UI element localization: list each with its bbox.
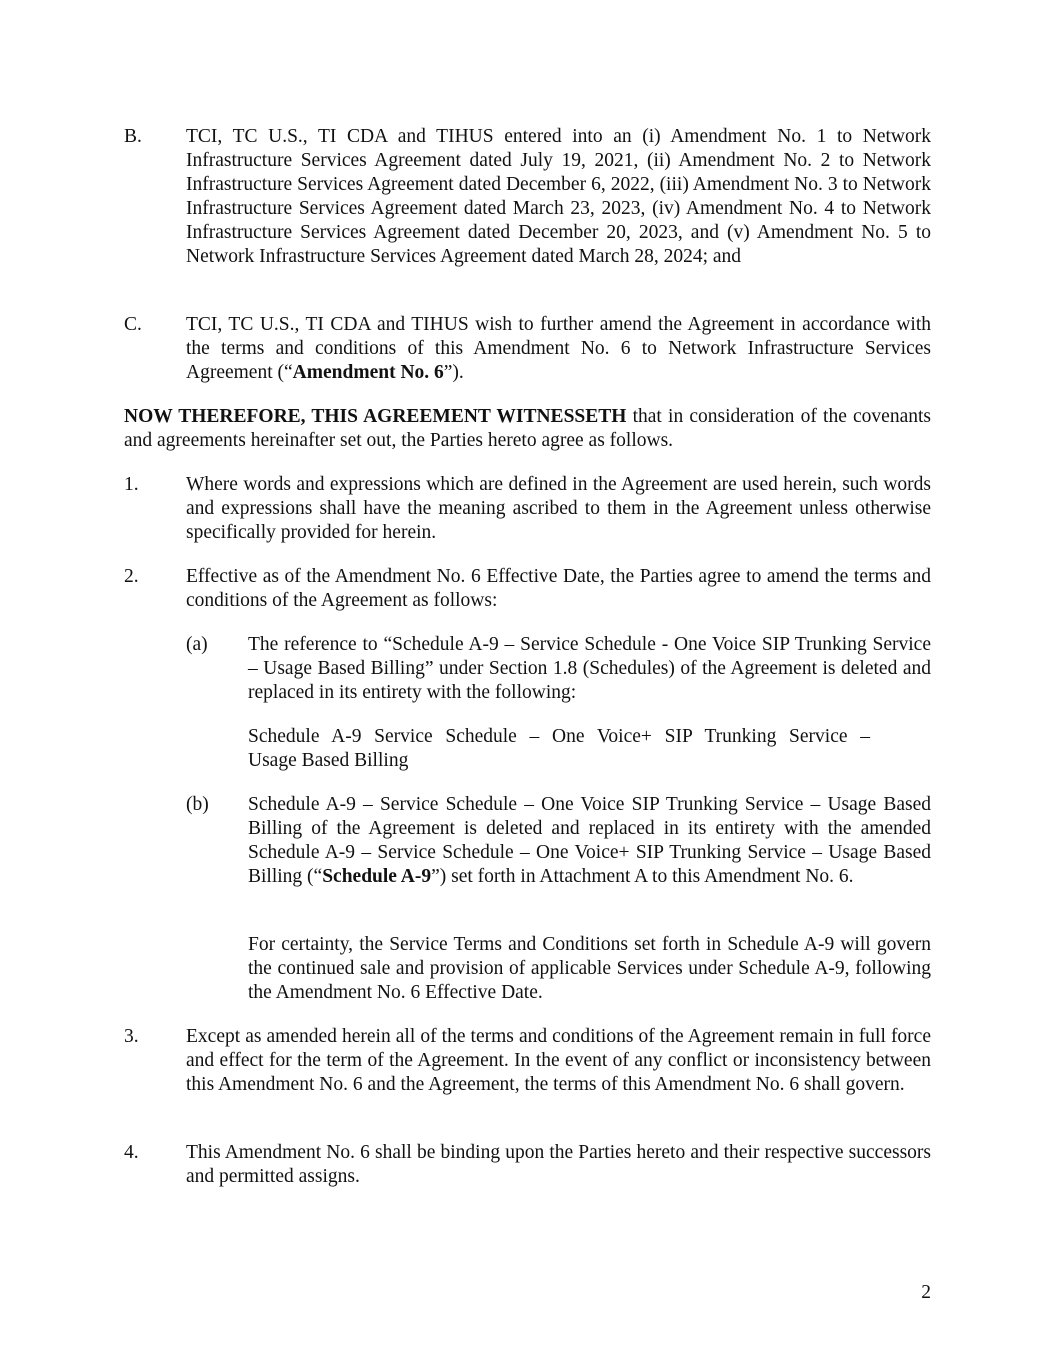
clause-label: 3.	[124, 1026, 139, 1047]
clause-label: 2.	[124, 566, 139, 587]
witness-heading: NOW THEREFORE, THIS AGREEMENT WITNESSETH	[124, 406, 627, 427]
subclause-label: (b)	[186, 794, 209, 815]
recital-text: TCI, TC U.S., TI CDA and TIHUS wish to further amend the Agreement in accordance with the terms and conditions of this Amendment No. 6 to Network Infrastructure Services Agreement (“Amendment No. 6”).	[186, 314, 931, 383]
clause-text: Except as amended herein all of the terms and conditions of the Agreement remain in full force and effect for the term of the Agreement. In the event of any conflict or inconsistency between this Amendment No. 6 and the Agreement, the terms of this Amendment No. 6 shall govern.	[186, 1026, 931, 1095]
recital-label: C.	[124, 314, 142, 335]
defined-term: Amendment No. 6	[292, 362, 444, 383]
clause-label: 4.	[124, 1142, 139, 1163]
clause-label: 1.	[124, 474, 139, 495]
recital-text: TCI, TC U.S., TI CDA and TIHUS entered into an (i) Amendment No. 1 to Network Infrastructure Services Agreement dated July 19, 2021, (ii) Amendment No. 2 to Network Infrastructure Services Agreement dated December 6, 2022, (iii) Amendment No. 3 to Network Infrastructure Services Agreement dated March 23, 2023, (iv) Amendment No. 4 to Network Infrastructure Services Agreement dated December 20, 2023, and (v) Amendment No. 5 to Network Infrastructure Services Agreement dated March 28, 2024; and	[186, 126, 931, 267]
witness-paragraph: NOW THEREFORE, THIS AGREEMENT WITNESSETH that in consideration of the covenants and agreements hereinafter set out, the Parties hereto agree as follows.	[124, 406, 931, 451]
subclause-label: (a)	[186, 634, 208, 655]
certainty-paragraph: For certainty, the Service Terms and Conditions set forth in Schedule A-9 will govern the continued sale and provision of applicable Services under Schedule A-9, following the Amendment No. 6 Effective Date.	[248, 934, 931, 1003]
clause-text: Where words and expressions which are defined in the Agreement are used herein, such words and expressions shall have the meaning ascribed to them in the Agreement unless otherwise specifically provided for herein.	[186, 474, 931, 543]
clause-text: This Amendment No. 6 shall be binding upon the Parties hereto and their respective successors and permitted assigns.	[186, 1142, 931, 1187]
schedule-title-line-2: Usage Based Billing	[248, 750, 409, 771]
clause-text: Effective as of the Amendment No. 6 Effective Date, the Parties agree to amend the terms and conditions of the Agreement as follows:	[186, 566, 931, 611]
subclause-text: The reference to “Schedule A-9 – Service Schedule - One Voice SIP Trunking Service – Usage Based Billing” under Section 1.8 (Schedules) of the Agreement is deleted and replaced in its entirety with the following:	[248, 634, 931, 703]
page-number: 2	[921, 1282, 931, 1303]
subclause-text: Schedule A-9 – Service Schedule – One Voice SIP Trunking Service – Usage Based Billing of the Agreement is deleted and replaced in its entirety with the amended Schedule A-9 – Service Schedule – One Voice+ SIP Trunking Service – Usage Based Billing (“Schedule A-9”) set forth in Attachment A to this Amendment No. 6.	[248, 794, 931, 887]
defined-term: Schedule A-9	[322, 866, 432, 887]
recital-label: B.	[124, 126, 142, 147]
schedule-title-line-1: Schedule A-9 Service Schedule – One Voice+ SIP Trunking Service –	[248, 726, 870, 747]
